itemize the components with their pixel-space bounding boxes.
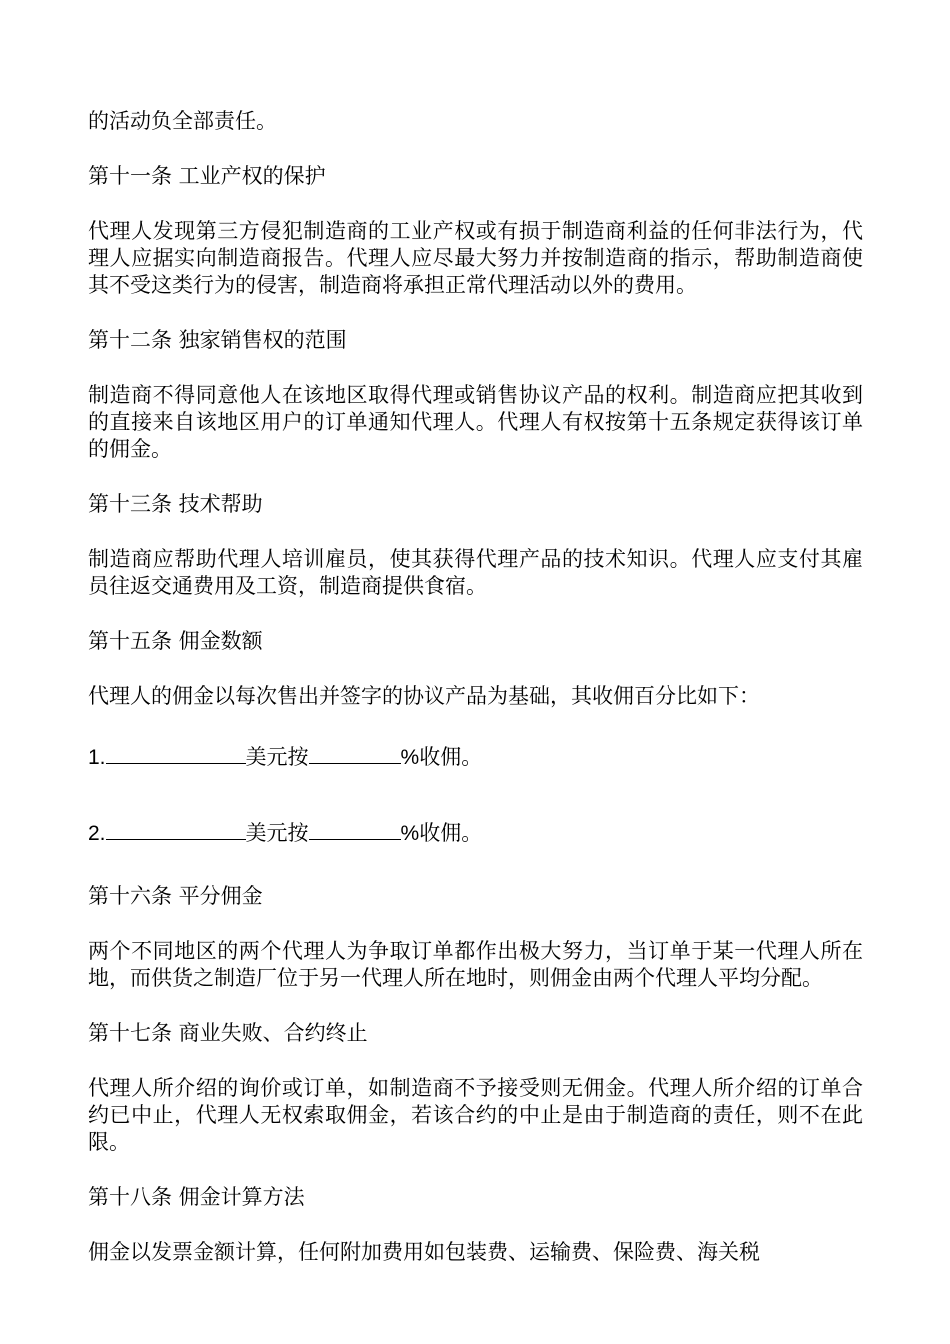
article-12-body: 制造商不得同意他人在该地区取得代理或销售协议产品的权利。制造商应把其收到的直接来自该地区用户的订单通知代理人。代理人有权按第十五条规定获得该订单的佣金。 xyxy=(88,383,863,461)
commission-rate-line-2 xyxy=(88,819,863,847)
rate-end-text: 收佣。 xyxy=(419,745,483,769)
rate-mid-text: 美元按 xyxy=(245,821,309,845)
article-16-heading: 第十六条 平分佣金 xyxy=(88,884,263,908)
article-13-heading: 第十三条 技术帮助 xyxy=(88,492,263,516)
amount-blank[interactable] xyxy=(106,743,246,764)
document-page xyxy=(88,108,863,1266)
paragraph-continuation: 的活动负全部责任。 xyxy=(88,109,277,133)
article-13-body: 制造商应帮助代理人培训雇员，使其获得代理产品的技术知识。代理人应支付其雇员往返交通费用及工资，制造商提供食宿。 xyxy=(88,547,863,598)
percent-sign: % xyxy=(400,746,420,769)
article-11-heading: 第十一条 工业产权的保护 xyxy=(88,164,326,188)
percent-blank[interactable] xyxy=(309,743,401,764)
rate-mid-text: 美元按 xyxy=(245,745,309,769)
article-15-body: 代理人的佣金以每次售出并签字的协议产品为基础，其收佣百分比如下： xyxy=(88,684,760,708)
rate-number: 2. xyxy=(88,822,106,845)
percent-sign: % xyxy=(400,822,420,845)
rate-number: 1. xyxy=(88,746,106,769)
article-11-body: 代理人发现第三方侵犯制造商的工业产权或有损于制造商利益的任何非法行为，代理人应据实向制造商报告。代理人应尽最大努力并按制造商的指示，帮助制造商使其不受这类行为的侵害，制造商将承担正常代理活动以外的费用。 xyxy=(88,219,863,297)
percent-blank[interactable] xyxy=(309,819,401,840)
commission-rate-line-1 xyxy=(88,743,863,771)
article-16-body: 两个不同地区的两个代理人为争取订单都作出极大努力，当订单于某一代理人所在地，而供货之制造厂位于另一代理人所在地时，则佣金由两个代理人平均分配。 xyxy=(88,939,863,990)
rate-end-text: 收佣。 xyxy=(419,821,483,845)
article-18-body: 佣金以发票金额计算，任何附加费用如包装费、运输费、保险费、海关税 xyxy=(88,1240,760,1264)
article-17-body: 代理人所介绍的询价或订单，如制造商不予接受则无佣金。代理人所介绍的订单合约已中止，代理人无权索取佣金，若该合约的中止是由于制造商的责任，则不在此限。 xyxy=(88,1076,863,1154)
article-17-heading: 第十七条 商业失败、合约终止 xyxy=(88,1021,368,1045)
amount-blank[interactable] xyxy=(106,819,246,840)
article-12-heading: 第十二条 独家销售权的范围 xyxy=(88,328,347,352)
article-15-heading: 第十五条 佣金数额 xyxy=(88,629,263,653)
article-18-heading: 第十八条 佣金计算方法 xyxy=(88,1185,305,1209)
